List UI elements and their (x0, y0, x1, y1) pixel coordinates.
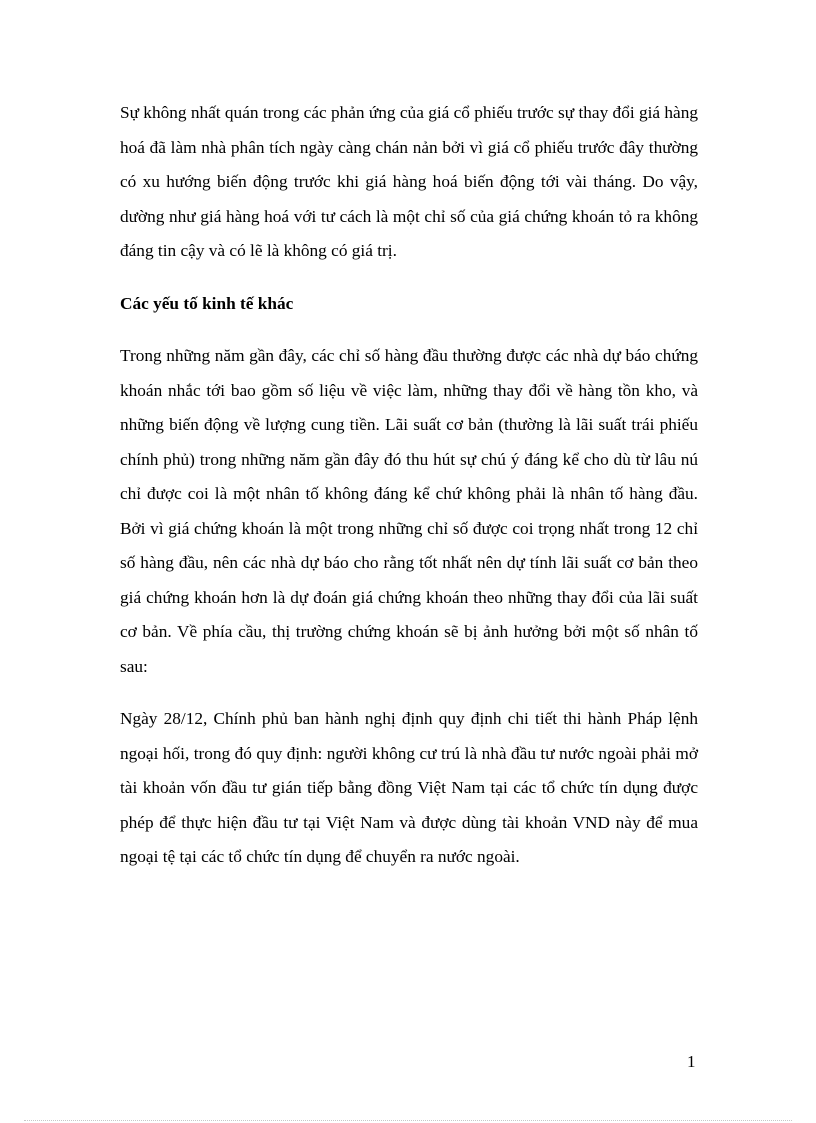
paragraph-foreign-exchange-decree: Ngày 28/12, Chính phủ ban hành nghị định quy định chi tiết thi hành Pháp lệnh ngoại hối, trong đó quy định: người không cư trú là nhà đầu tư nước ngoài phải mở tài khoản vốn đầu tư gián tiếp bằng đồng Việt Nam tại các tổ chức tín dụng được phép để thực hiện đầu tư tại Việt Nam và được dùng tài khoản VND này để mua ngoại tệ tại các tổ chức tín dụng để chuyển ra nước ngoài. (120, 709, 698, 866)
page-bottom-divider (24, 1120, 792, 1121)
section-heading: Các yếu tố kinh tế khác (120, 293, 294, 313)
paragraph-commodity-prices: Sự không nhất quán trong các phản ứng của giá cổ phiếu trước sự thay đổi giá hàng hoá đã làm nhà phân tích ngày càng chán nản bởi vì giá cổ phiếu trước đây thường có xu hướng biến động trước khi giá hàng hoá biến động tới vài tháng. Do vậy, dường như giá hàng hoá với tư cách là một chỉ số của giá chứng khoán tỏ ra không đáng tin cậy và có lẽ là không có giá trị. (120, 103, 698, 260)
page-number: 1 (687, 1052, 696, 1071)
document-body (120, 96, 698, 875)
paragraph-economic-factors: Trong những năm gần đây, các chỉ số hàng đầu thường được các nhà dự báo chứng khoán nhắc tới bao gồm số liệu về việc làm, những thay đổi về hàng tồn kho, và những biến động về lượng cung tiền. Lãi suất cơ bản (thường là lãi suất trái phiếu chính phủ) trong những năm gần đây đó thu hút sự chú ý đáng kể cho dù từ lâu nú chỉ được coi là một nhân tố không đáng kể chứ không phải là nhân tố hàng đầu. Bởi vì giá chứng khoán là một trong những chỉ số được coi trọng nhất trong 12 chỉ số hàng đầu, nên các nhà dự báo cho rằng tốt nhất nên dự tính lãi suất cơ bản theo giá chứng khoán hơn là dự đoán giá chứng khoán theo những thay đổi của lãi suất cơ bản. Về phía cầu, thị trường chứng khoán sẽ bị ảnh hưởng bởi một số nhân tố sau: (120, 346, 698, 676)
